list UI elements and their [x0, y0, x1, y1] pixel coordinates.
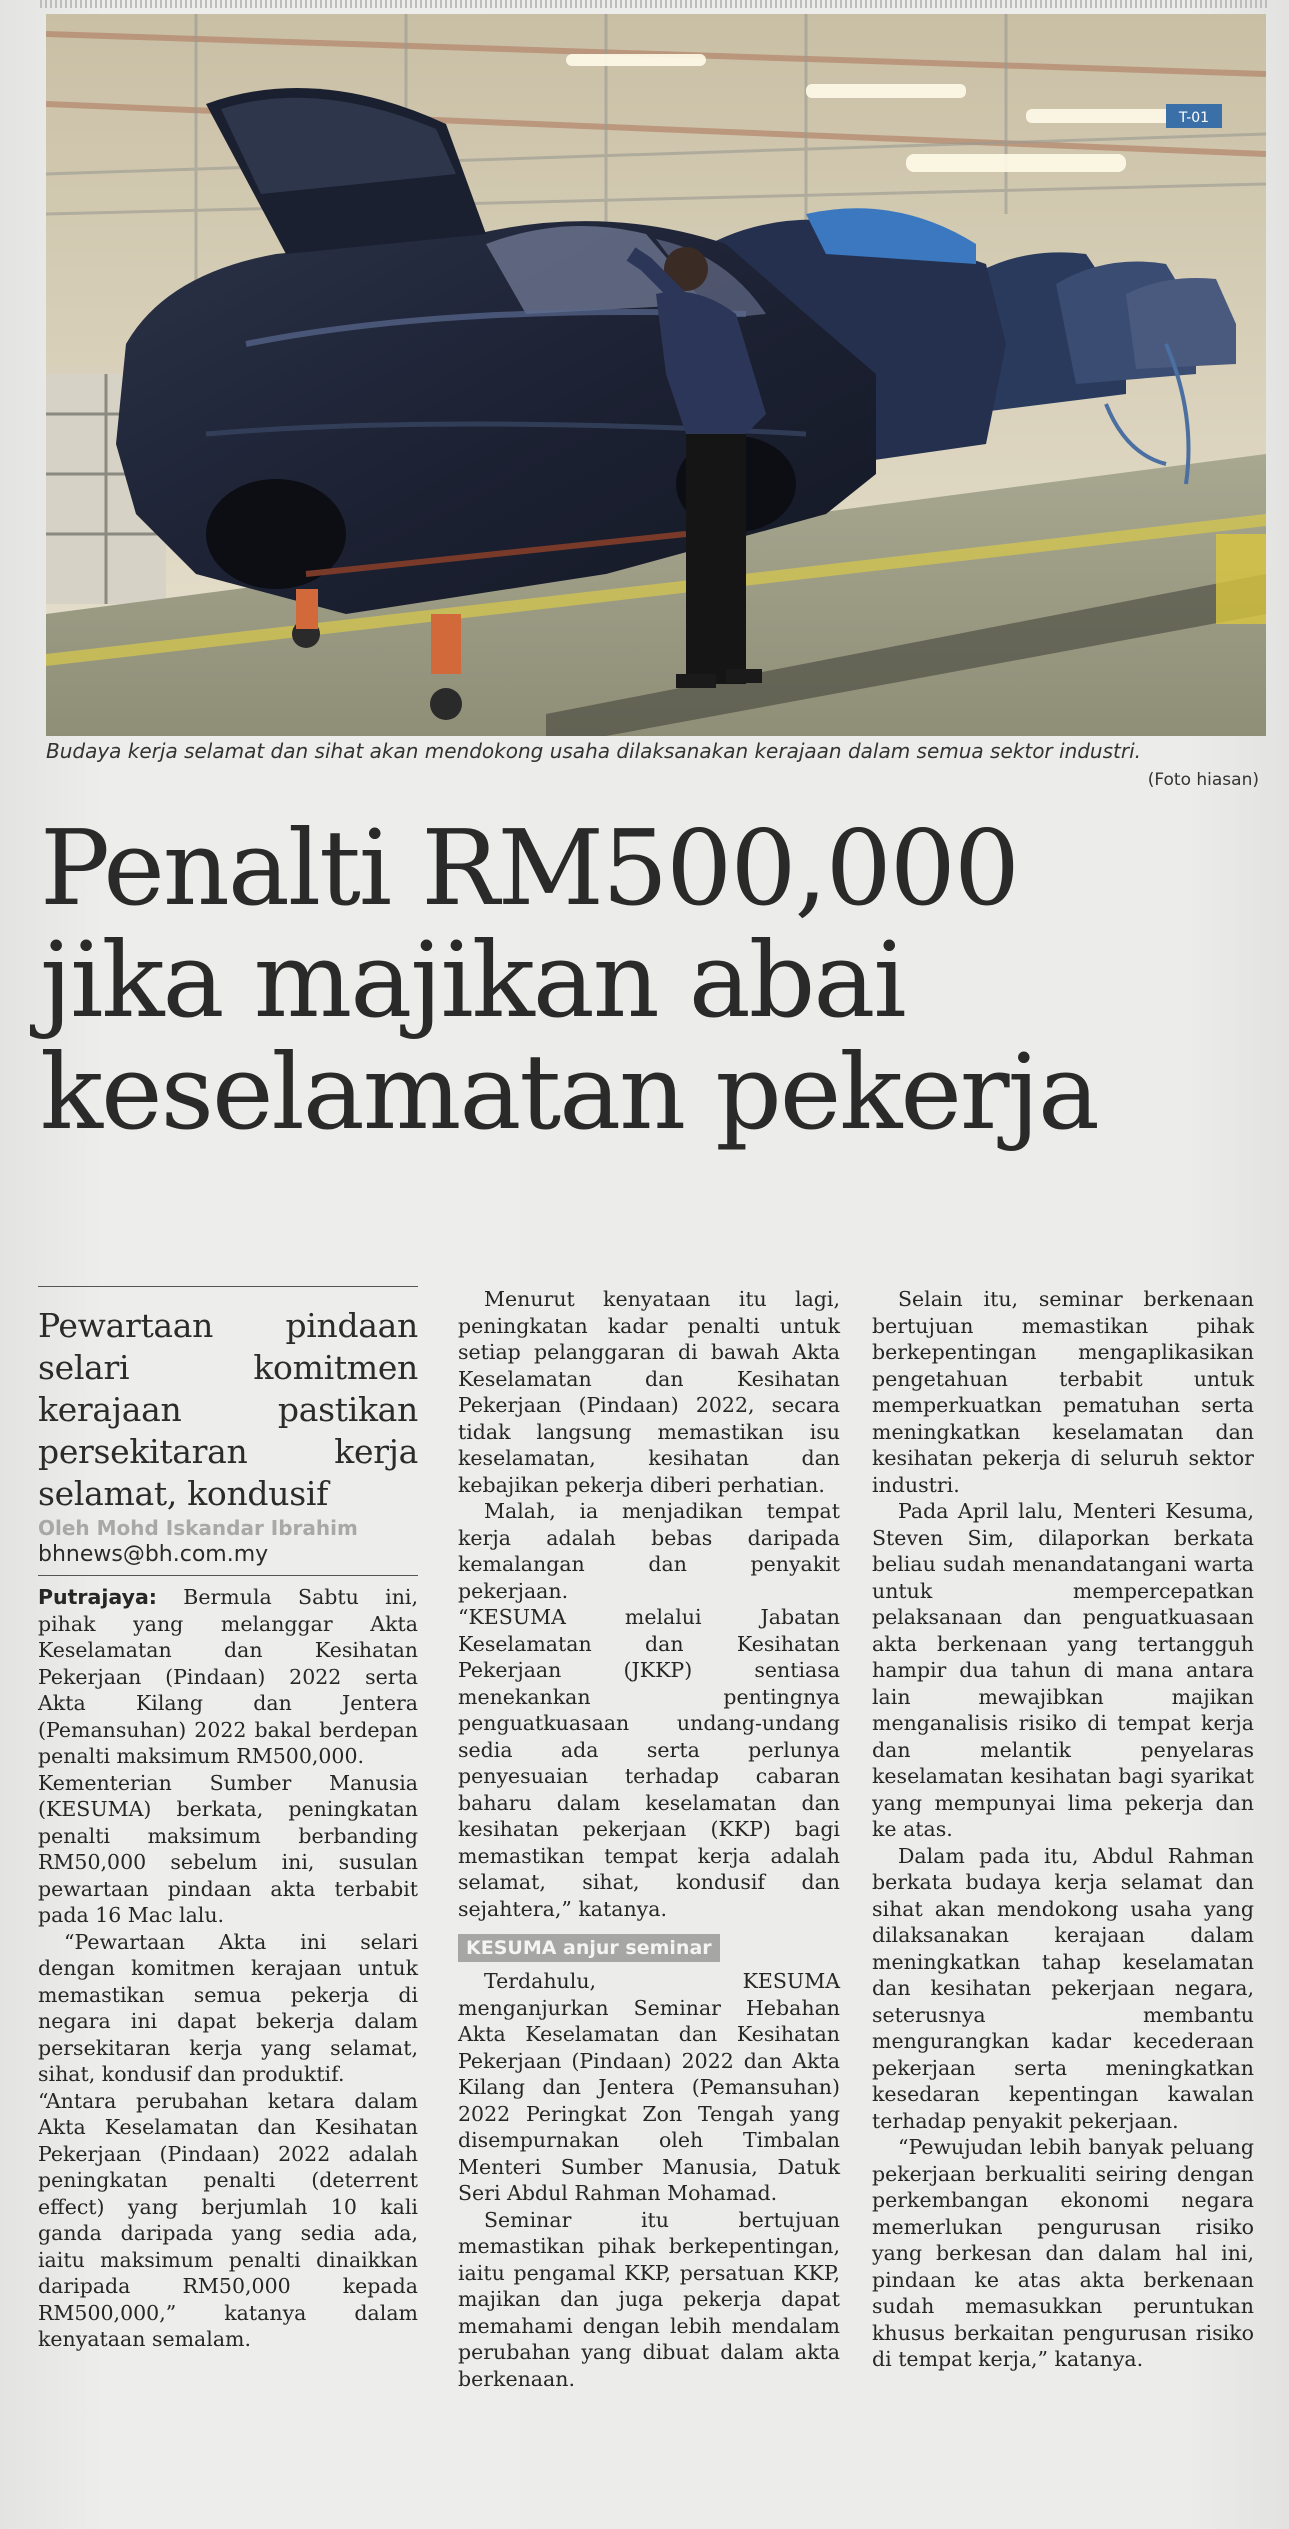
- paragraph-13: “Pewujudan lebih banyak peluang pekerjaan berkualiti seiring dengan perkembangan ekonomi negara memerlukan pengurusan risiko yang berkesan dan dalam hal ini, pindaan ke atas akta berkenaan sudah memasukkan peruntukan khusus berkaitan pengurusan risiko di tempat kerja,” katanya.: [872, 2135, 1254, 2371]
- headline-line-1: Penalti RM500,000: [40, 807, 1019, 929]
- photo-caption: Budaya kerja selamat dan sihat akan mendokong usaha dilaksanakan kerajaan dalam semua sektor industri.: [46, 739, 1142, 763]
- photo-credit: (Foto hiasan): [1147, 770, 1259, 790]
- photo-sign-text: T-01: [1178, 110, 1210, 126]
- column-3: [872, 1286, 1254, 2373]
- car-assembly-line-illustration: [46, 14, 1266, 736]
- paragraph-3: “Pewartaan Akta ini selari dengan komitmen kerajaan untuk memastikan semua pekerja di negara ini dapat bekerja dalam persekitaran kerja yang selamat, sihat, kondusif dan produktif.: [38, 1929, 418, 2086]
- byline: Oleh Mohd Iskandar Ibrahim: [38, 1516, 358, 1540]
- column-1: [38, 1286, 418, 2353]
- author-email[interactable]: bhnews@bh.com.my: [38, 1541, 418, 1576]
- paragraph-12: Dalam pada itu, Abdul Rahman berkata budaya kerja selamat dan sihat akan mendokong usaha yang dilaksanakan kerajaan dalam meningkatkan tahap keselamatan dan kesihatan pekerjaan negara, seterusnya membantu mengurangkan kadar kecederaan pekerjaan serta meningkatkan kesedaran kepentingan kawalan terhadap penyakit pekerjaan.: [872, 1843, 1254, 2133]
- paragraph-8: Terdahulu, KESUMA menganjurkan Seminar Hebahan Akta Keselamatan dan Kesihatan Pekerjaan (Pindaan) 2022 dan Akta Kilang dan Jentera (Pemansuhan) 2022 Peringkat Zon Tengah yang disempurnakan oleh Timbalan Menteri Sumber Manusia, Datuk Seri Abdul Rahman Mohamad.: [458, 1969, 840, 2205]
- paragraph-5: Menurut kenyataan itu lagi, peningkatan kadar penalti untuk setiap pelanggaran di bawah Akta Keselamatan dan Kesihatan Pekerjaan (Pindaan) 2022, secara tidak langsung memastikan isu keselamatan, kesihatan dan kebajikan pekerja diberi perhatian.: [458, 1287, 840, 1497]
- paragraph-1: [38, 1584, 418, 1770]
- headline-line-3: keselamatan pekerja: [40, 1031, 1098, 1153]
- headline-line-2: jika majikan abai: [40, 919, 905, 1041]
- paragraph-4: “Antara perubahan ketara dalam Akta Keselamatan dan Kesihatan Pekerjaan (Pindaan) 2022 adalah peningkatan penalti (deterrent effect) yang berjumlah 10 kali ganda daripada yang sedia ada, iaitu maksimum penalti dinaikkan daripada RM50,000 kepada RM500,000,” katanya dalam kenyataan semalam.: [38, 2088, 418, 2351]
- section-subhead: KESUMA anjur seminar: [458, 1934, 720, 1962]
- paragraph-9: Seminar itu bertujuan memastikan pihak berkepentingan, iaitu pengamal KKP, persatuan KKP, majikan dan juga pekerja dapat memahami dengan lebih mendalam perubahan yang dibuat dalam akta berkenaan.: [458, 2207, 840, 2391]
- paragraph-2: Kementerian Sumber Manusia (KESUMA) berkata, peningkatan penalti maksimum berbanding RM50,000 sebelum ini, susulan pewartaan pindaan akta terbabit pada 16 Mac lalu.: [38, 1770, 418, 1927]
- page-top-rule: [40, 0, 1270, 8]
- column-2: [458, 1286, 840, 2392]
- paragraph-10: Selain itu, seminar berkenaan bertujuan memastikan pihak berkepentingan mengaplikasikan pengetahuan terbabit untuk memperkuatkan pematuhan serta meningkatkan keselamatan dan kesihatan pekerja di seluruh sektor industri.: [872, 1287, 1254, 1497]
- paragraph-11: Pada April lalu, Menteri Kesuma, Steven Sim, dilaporkan berkata beliau sudah menandatangani warta untuk mempercepatkan pelaksanaan dan penguatkuasaan akta berkenaan yang tertangguh hampir dua tahun di mana antara lain mewajibkan majikan menganalisis risiko di tempat kerja dan melantik penyelaras keselamatan kesihatan bagi syarikat yang mempunyai lima pekerja dan ke atas.: [872, 1499, 1254, 1841]
- headline: [40, 807, 1270, 1153]
- paragraph-7: “KESUMA melalui Jabatan Keselamatan dan Kesihatan Pekerjaan (JKKP) sentiasa menekankan pentingnya penguatkuasaan undang-undang sedia ada serta perlunya penyesuaian terhadap cabaran baharu dalam keselamatan dan kesihatan pekerjaan (KKP) bagi memastikan tempat kerja adalah selamat, sihat, kondusif dan sejahtera,” katanya.: [458, 1605, 840, 1921]
- standfirst-rule: [38, 1286, 418, 1287]
- paragraph-6: Malah, ia menjadikan tempat kerja adalah bebas daripada kemalangan dan penyakit pekerjaan.: [458, 1499, 840, 1603]
- dateline: Putrajaya:: [38, 1585, 157, 1609]
- paragraph-1-text: Bermula Sabtu ini, pihak yang melanggar Akta Keselamatan dan Kesihatan Pekerjaan (Pindaan) 2022 serta Akta Kilang dan Jentera (Pemansuhan) 2022 bakal berdepan penalti maksimum RM500,000.: [38, 1585, 418, 1768]
- news-photo: [46, 14, 1266, 736]
- standfirst: Pewartaan pindaan selari komitmen kerajaan pastikan persekitaran kerja selamat, kondusif: [38, 1306, 418, 1513]
